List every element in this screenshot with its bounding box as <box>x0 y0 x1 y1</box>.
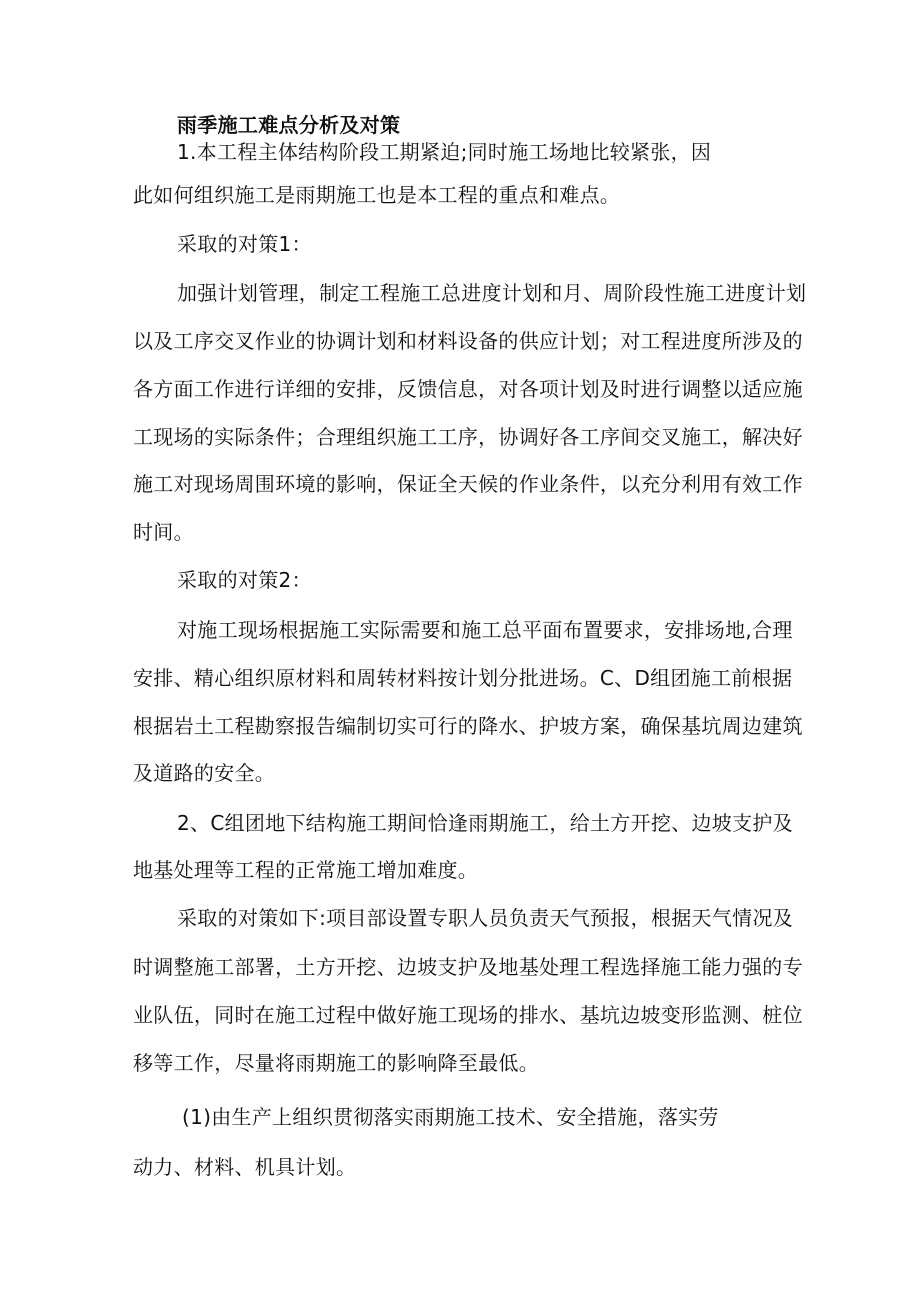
measure3-line: 采取的对策如下:项目部设置专职人员负责天气预报，根据天气情况及 <box>177 906 794 930</box>
measure2-heading: 采取的对策2： <box>177 568 312 592</box>
measure1-line: 以及工序交叉作业的协调计划和材料设备的供应计划；对工程进度所涉及的 <box>133 329 803 353</box>
measure2-line: 根据岩土工程勘察报告编制切实可行的降水、护坡方案，确保基坑周边建筑 <box>133 714 803 738</box>
measure1-line: 加强计划管理，制定工程施工总进度计划和月、周阶段性施工进度计划 <box>177 281 807 305</box>
measure2-line: 及道路的安全。 <box>133 761 276 785</box>
item1-line-1: 1.本工程主体结构阶段工期紧迫;同时施工场地比较紧张，因 <box>177 140 712 164</box>
measure2-line: 安排、精心组织原材料和周转材料按计划分批进场。C、D组团施工前根据 <box>133 666 793 690</box>
sub1-line-2: 动力、材料、机具计划。 <box>133 1155 357 1179</box>
measure3-line: 移等工作，尽量将雨期施工的影响降至最低。 <box>133 1051 539 1075</box>
measure3-line: 业队伍，同时在施工过程中做好施工现场的排水、基坑边坡变形监测、桩位 <box>133 1003 803 1027</box>
document-title: 雨季施工难点分析及对策 <box>177 113 401 137</box>
measure1-heading: 采取的对策1： <box>177 232 312 256</box>
measure1-line: 各方面工作进行详细的安排，反馈信息，对各项计划及时进行调整以适应施 <box>133 377 803 401</box>
measure1-line: 时间。 <box>133 520 194 544</box>
item2-line: 地基处理等工程的正常施工增加难度。 <box>133 858 479 882</box>
measure1-line: 工现场的实际条件；合理组织施工工序，协调好各工序间交叉施工，解决好 <box>133 425 803 449</box>
item2-line: 2、C组团地下结构施工期间恰逢雨期施工，给土方开挖、边坡支护及 <box>177 811 793 835</box>
measure2-line: 对施工现场根据施工实际需要和施工总平面布置要求，安排场地,合理 <box>177 618 793 642</box>
item1-line-2: 此如何组织施工是雨期施工也是本工程的重点和难点。 <box>133 183 621 207</box>
measure1-line: 施工对现场周围环境的影响，保证全天候的作业条件，以充分利用有效工作 <box>133 472 803 496</box>
measure3-line: 时调整施工部署，土方开挖、边坡支护及地基处理工程选择施工能力强的专 <box>133 955 803 979</box>
sub1-line-1: (1)由生产上组织贯彻落实雨期施工技术、安全措施，落实劳 <box>182 1105 719 1129</box>
